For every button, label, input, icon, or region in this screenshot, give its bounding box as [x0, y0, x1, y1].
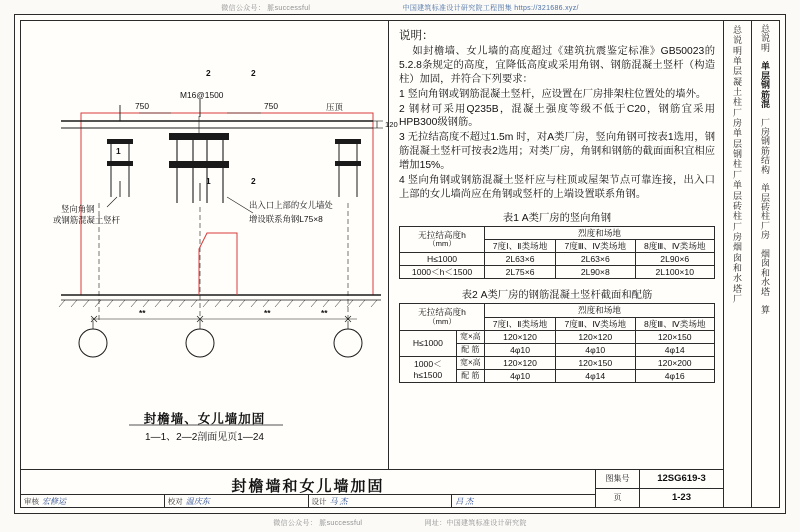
table1-col-3: 8度Ⅲ、Ⅳ类场地	[635, 239, 714, 252]
side-outer-3-0: 单	[760, 183, 770, 194]
note-left-line1: 竖向角钢	[61, 204, 95, 214]
table2-row2-sub2: 配 筋	[456, 370, 484, 383]
side-inner-group-2[interactable]	[724, 128, 751, 180]
side-inner-1-3: 土	[732, 87, 742, 98]
side-inner-1-0: 单	[732, 56, 742, 67]
table1-row2-c1: 2L75×6	[485, 266, 556, 279]
side-outer-1-2: 钢	[760, 80, 770, 91]
table2-col-1: 7度Ⅰ、Ⅱ类场地	[485, 317, 556, 330]
table-row	[400, 253, 715, 266]
note-right-line1: 出入口上部的女儿墙处	[249, 200, 333, 210]
side-outer-2-5: 构	[760, 164, 770, 175]
note-paragraph-1: 1 竖向角钢或钢筋混凝土竖杆，应设置在厂房排架柱位置处的墙外。	[399, 88, 707, 100]
watermark-bottom-right: 网址：中国建筑标准设计研究院	[424, 520, 527, 527]
side-outer-4-1: 囱	[760, 258, 770, 269]
table2-row1-label: H≤1000	[400, 330, 457, 356]
dim-120-label: 120	[385, 120, 398, 129]
side-inner-1-4: 柱	[732, 97, 742, 108]
note-paragraph-2: 2 钢材可采用Q235B，混凝土强度等级不低于C20，钢筋宜采用HPB300级钢筋。	[399, 103, 715, 129]
table1-row1-c1: 2L63×6	[485, 253, 556, 266]
side-inner-2-2: 钢	[732, 149, 742, 160]
bolt-spec-label: M16@1500	[180, 90, 224, 100]
side-outer-0-2: 明	[760, 42, 770, 53]
table1-header-row-1	[400, 226, 715, 239]
notes-block	[399, 27, 715, 202]
side-outer-0-0: 总	[760, 24, 770, 34]
table1-row2-c2: 2L90×8	[556, 266, 635, 279]
note-right-line2: 增设联系角钢L75×8	[249, 214, 323, 224]
title-block-right	[595, 470, 723, 507]
side-outer-group-4[interactable]	[752, 250, 779, 297]
signature-name-1: 宏修运	[42, 497, 66, 506]
table2-row2-v2-c3: 4φ16	[635, 370, 715, 383]
side-inner-group-3[interactable]	[724, 180, 751, 242]
table2-row2-sub1: 宽×高	[456, 356, 484, 369]
notes-title: 说明：	[399, 30, 434, 42]
signature-row	[21, 494, 595, 507]
side-outer-4-2: 和	[760, 267, 770, 278]
table1-head-right: 烈度和场地	[485, 226, 715, 239]
side-index-outer[interactable]	[751, 21, 779, 507]
table2-row2-v2-c1: 4φ10	[485, 370, 556, 383]
table-row	[400, 330, 715, 343]
watermark-top-right: 中国建筑标准设计研究院工程图集 https://321686.xyz/	[402, 5, 579, 12]
side-inner-5-0: 厂	[732, 293, 742, 304]
table1-head-left	[400, 226, 485, 252]
side-outer-3-5: 房	[760, 230, 770, 241]
elevation-drawing	[21, 21, 398, 469]
page-number-value: 1-23	[671, 492, 691, 504]
title-block-main	[21, 470, 595, 507]
side-inner-4-0: 烟	[732, 242, 742, 253]
table2-caption: 表2 A类厂房的钢筋混凝土竖杆截面和配筋	[461, 290, 653, 302]
side-inner-0-2: 明	[732, 45, 742, 56]
table2-row1-sub2: 配 筋	[456, 343, 484, 356]
table2-row1-v2-c2: 4φ10	[556, 343, 635, 356]
side-outer-group-2[interactable]	[752, 119, 779, 176]
side-outer-2-2: 钢	[760, 136, 770, 147]
table2-row1-sub1: 宽×高	[456, 330, 484, 343]
side-outer-group-0[interactable]	[752, 25, 779, 53]
dim-star-left: **	[139, 308, 146, 318]
dim-star-mid: **	[264, 308, 271, 318]
watermark-bottom-left: 微信公众号： 脈successful	[273, 520, 363, 527]
table1-row2-label: 1000＜h＜1500	[400, 266, 485, 279]
side-outer-group-3[interactable]	[752, 184, 779, 241]
side-inner-4-2: 和	[732, 262, 742, 273]
table2-head-left-line2: （mm）	[428, 316, 456, 326]
table2	[399, 303, 715, 383]
section-mark-2-top: 2	[206, 68, 211, 78]
table2-header-row-1	[400, 304, 715, 317]
side-inner-3-1: 层	[732, 190, 742, 201]
table2-row1-v2-c3: 4φ14	[635, 343, 715, 356]
table1-col-2: 7度Ⅲ、Ⅳ类场地	[556, 239, 635, 252]
side-inner-0-1: 说	[732, 35, 742, 46]
drawing-svg	[21, 21, 389, 461]
table-row	[400, 266, 715, 279]
table2-row1-v1-c2: 120×120	[556, 330, 635, 343]
side-outer-2-0: 厂	[760, 117, 770, 128]
table2-head-left	[400, 304, 485, 330]
side-outer-2-1: 房	[760, 126, 770, 137]
watermark-top-left: 微信公众号： 脈successful	[221, 5, 311, 12]
side-outer-4-3: 水	[760, 277, 770, 288]
side-outer-3-3: 柱	[760, 211, 770, 222]
table2-row1-v1-c3: 120×150	[635, 330, 715, 343]
drawing-pane	[21, 21, 398, 469]
side-inner-group-1[interactable]	[724, 56, 751, 128]
side-outer-2-3: 筋	[760, 145, 770, 156]
side-outer-0-1: 说	[760, 33, 770, 44]
sheet-body	[21, 21, 723, 507]
watermark-bottom	[0, 518, 800, 528]
table1-head-left-line2: （mm）	[428, 239, 456, 249]
signature-label-1: 审核	[24, 497, 39, 506]
dim-750-right: 750	[264, 101, 278, 111]
drawing-inner-border	[20, 20, 780, 508]
side-outer-3-2: 砖	[760, 202, 770, 212]
page-number-label: 页	[596, 489, 640, 508]
signature-校对	[165, 495, 309, 507]
side-index-inner[interactable]	[723, 21, 751, 507]
side-inner-4-4: 塔	[732, 283, 742, 294]
side-inner-0-0: 总	[732, 25, 742, 35]
side-inner-4-3: 水	[732, 273, 742, 284]
side-inner-1-2: 凝	[732, 76, 742, 87]
table2-row2-v1-c2: 120×150	[556, 356, 635, 369]
sheet-title: 封檐墙和女儿墙加固	[231, 478, 385, 495]
table1-head-left-line1: 无拉结高度h	[418, 229, 466, 240]
side-inner-group-0[interactable]	[724, 25, 751, 56]
side-inner-3-3: 柱	[732, 211, 742, 222]
drawing-caption-sub: 1—1、2—2剖面见页1—24	[145, 432, 264, 443]
table1-row1-c3: 2L90×6	[635, 253, 714, 266]
signature-设计	[309, 495, 453, 507]
notes-pane	[389, 21, 723, 469]
note-paragraph-3: 3 无拉结高度不超过1.5m 时，对A类厂房，竖向角钢可按表1选用，钢筋混凝土竖杆可按表2选用；对类厂房，角钢和钢筋的截面面积宜相应增加15%。	[399, 132, 715, 172]
note-paragraph-4: 4 竖向角钢或钢筋混凝土竖杆应与柱顶或屋架节点可靠连接，出入口上部的女儿墙尚应在角钢或竖杆的上端设置联系角钢。	[399, 175, 715, 200]
side-inner-1-5: 厂	[732, 107, 742, 118]
table2-row1-v2-c1: 4φ10	[485, 343, 556, 356]
table1-col-1: 7度Ⅰ、Ⅱ类场地	[485, 239, 556, 252]
table-row	[400, 356, 715, 369]
side-outer-group-5[interactable]	[752, 306, 779, 315]
side-inner-group-5[interactable]	[724, 294, 751, 304]
dim-star-right: **	[321, 308, 328, 318]
table2-head-right: 烈度和场地	[485, 304, 715, 317]
section-mark-2-bot: 2	[251, 176, 256, 186]
side-outer-3-4: 厂	[760, 220, 770, 231]
side-outer-1-3: 筋	[760, 89, 770, 100]
atlas-number-row	[596, 470, 723, 489]
section-mark-2b-top: 2	[251, 68, 256, 78]
side-outer-1-0: 单	[760, 61, 770, 72]
drawing-frame	[14, 14, 786, 514]
table2-row2-v1-c1: 120×120	[485, 356, 556, 369]
atlas-number-label: 图集号	[596, 470, 640, 488]
page-number-row	[596, 489, 723, 508]
side-inner-1-1: 层	[732, 66, 742, 77]
table2-row2-v1-c3: 120×200	[635, 356, 715, 369]
table1-row1-label: H≤1000	[400, 253, 485, 266]
signature-label-2: 校对	[167, 497, 183, 506]
side-inner-4-1: 囱	[732, 252, 742, 263]
table1	[399, 226, 715, 280]
side-outer-4-0: 烟	[760, 248, 770, 259]
signature-name-3: 马 杰	[329, 497, 348, 506]
side-outer-1-1: 层	[760, 70, 770, 81]
side-outer-group-1[interactable]	[752, 62, 779, 109]
title-block	[21, 469, 723, 507]
side-inner-3-4: 厂	[732, 221, 742, 232]
signature-审核	[21, 495, 165, 507]
side-outer-4-4: 塔	[760, 286, 770, 297]
side-inner-group-4[interactable]	[724, 242, 751, 294]
side-inner-2-4: 厂	[732, 169, 742, 180]
watermark-top	[0, 3, 800, 13]
side-inner-3-2: 砖	[732, 200, 742, 211]
section-mark-1-bot: 1	[206, 176, 211, 186]
section-mark-1-top: 1	[116, 146, 121, 156]
table2-col-3: 8度Ⅲ、Ⅳ类场地	[635, 317, 715, 330]
signature-name-4: 吕 杰	[455, 497, 474, 506]
side-inner-2-0: 单	[732, 128, 742, 139]
table2-head-left-line1: 无拉结高度h	[418, 307, 466, 318]
note-paragraph-intro: 如封檐墙、女儿墙的高度超过《建筑抗震鉴定标准》GB50023的5.2.8条规定的高度，宜降低高度或采用角钢、钢筋混凝土竖杆（构造柱）加固，并符合下列要求：	[399, 46, 715, 85]
signature-label-3: 设计	[311, 497, 327, 506]
side-inner-2-1: 层	[732, 138, 742, 149]
table1-caption: 表1 A类厂房的竖向角钢	[502, 212, 612, 224]
side-outer-1-4: 混	[760, 99, 770, 110]
table2-row2-label: 1000＜h≤1500	[400, 356, 457, 382]
side-inner-1-6: 房	[732, 118, 742, 129]
side-outer-3-1: 层	[760, 192, 770, 203]
side-inner-2-3: 柱	[732, 159, 742, 170]
table1-row1-c2: 2L63×6	[556, 253, 635, 266]
table1-row2-c3: 2L100×10	[635, 266, 714, 279]
side-inner-3-5: 房	[732, 231, 742, 242]
side-outer-5-0: 算	[760, 304, 770, 315]
table2-row2-v2-c2: 4φ14	[556, 370, 635, 383]
cap-beam-label: 压顶	[326, 102, 343, 112]
signature-extra	[452, 495, 595, 507]
side-outer-2-4: 结	[760, 155, 770, 166]
table2-col-2: 7度Ⅲ、Ⅳ类场地	[556, 317, 635, 330]
note-left-line2: 或钢筋混凝土竖杆	[53, 215, 120, 225]
side-inner-3-0: 单	[732, 180, 742, 191]
drawing-caption-main: 封檐墙、女儿墙加固	[143, 412, 266, 426]
dim-750-left: 750	[135, 101, 149, 111]
signature-name-2: 温庆东	[185, 497, 210, 506]
table2-row1-v1-c1: 120×120	[485, 330, 556, 343]
atlas-number-value: 12SG619-3	[657, 473, 706, 485]
